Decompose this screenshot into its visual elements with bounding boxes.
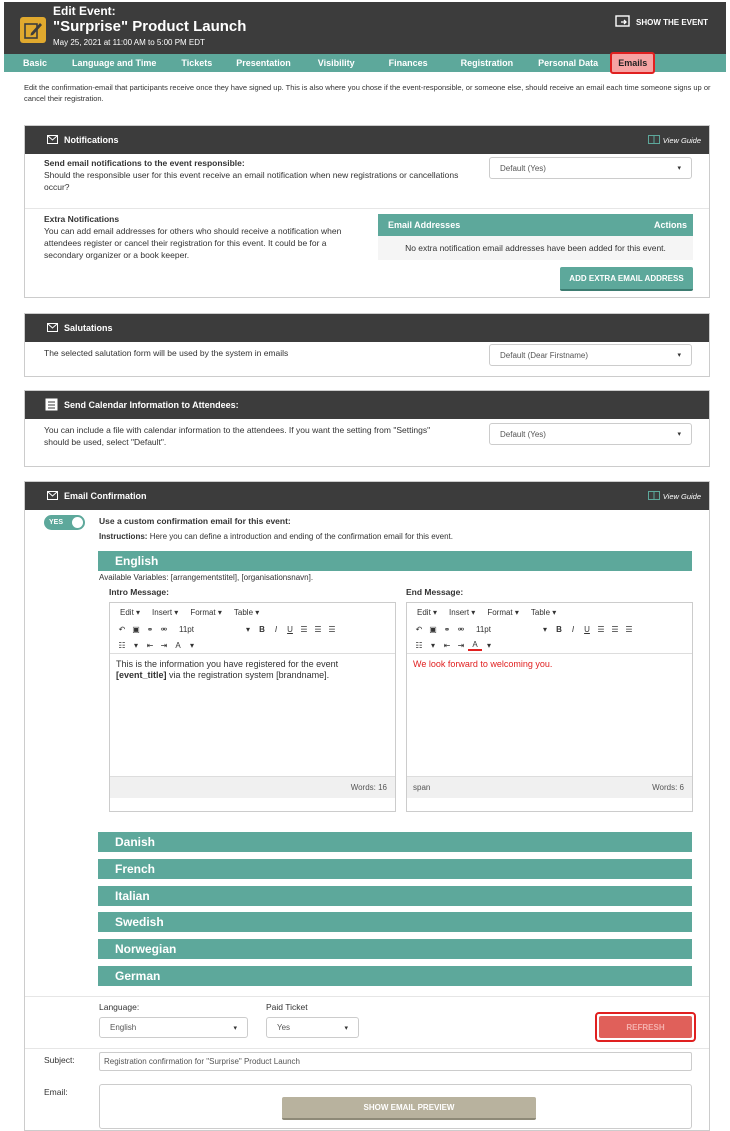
calendar-desc: You can include a file with calendar information to the attendees. If you want the setting from "Settings" should be used, select "Default". (44, 425, 431, 447)
intro-word-count: Words: 16 (350, 783, 387, 792)
view-guide-label: View Guide (662, 136, 701, 145)
custom-email-toggle[interactable] (44, 515, 85, 530)
link-icon[interactable]: ⚭ (443, 624, 451, 634)
show-email-preview-button[interactable]: SHOW EMAIL PREVIEW (282, 1097, 536, 1120)
refresh-highlight (595, 1012, 696, 1042)
editor-menubar (407, 603, 692, 621)
chevron-down-icon[interactable]: ▾ (133, 640, 138, 650)
language-label: Language: (99, 1002, 140, 1012)
editor-toolbar-1 (110, 621, 395, 637)
send-notify-desc: Should the responsible user for this event receive an email notification when new registrations or cancellations occur? (44, 170, 459, 192)
paid-ticket-label: Paid Ticket (266, 1002, 308, 1012)
col-email-addresses: Email Addresses (388, 220, 461, 230)
font-size-select[interactable] (468, 625, 538, 634)
menu-insert[interactable]: Insert ▾ (449, 607, 476, 617)
unlink-icon[interactable]: ⚮ (457, 624, 465, 634)
view-guide-label: View Guide (662, 492, 701, 501)
calendar-value: Default (Yes) (500, 429, 546, 439)
lang-section-norwegian[interactable]: Norwegian (98, 939, 692, 959)
align-right-icon[interactable]: ☰ (328, 624, 336, 634)
end-message-editor (406, 602, 693, 812)
bold-icon[interactable]: B (259, 624, 265, 634)
menu-format-label: Format (487, 607, 513, 617)
menu-edit[interactable]: Edit ▾ (417, 607, 438, 617)
col-actions: Actions (653, 220, 687, 230)
underline-icon[interactable]: U (287, 624, 293, 634)
paid-ticket-select[interactable] (266, 1017, 359, 1038)
italic-icon[interactable]: I (571, 624, 575, 634)
view-guide-link[interactable] (648, 135, 701, 146)
envelope-icon (47, 135, 58, 146)
menu-format-label: Format (190, 607, 216, 617)
intro-text-2: via the registration system [brandname]. (169, 670, 330, 680)
envelope-icon (47, 491, 58, 502)
chevron-down-icon: ▾ (677, 165, 681, 172)
menu-edit-label: Edit (120, 607, 134, 617)
calendar-select[interactable] (489, 423, 692, 445)
unlink-icon[interactable]: ⚮ (160, 624, 168, 634)
editor-toolbar-2 (407, 637, 692, 653)
lang-section-italian[interactable]: Italian (98, 886, 692, 906)
font-size-select[interactable] (171, 625, 241, 634)
external-link-icon (615, 15, 631, 29)
tab-presentation[interactable]: Presentation (236, 58, 291, 68)
lang-section-french[interactable]: French (98, 859, 692, 879)
menu-insert-label: Insert (152, 607, 173, 617)
bullet-list-icon[interactable]: ☷ (415, 640, 423, 650)
show-event-button[interactable] (615, 15, 708, 29)
show-event-label: SHOW THE EVENT (635, 17, 708, 27)
refresh-button[interactable]: REFRESH (599, 1016, 692, 1038)
divider (25, 996, 709, 997)
undo-icon[interactable]: ↶ (415, 624, 423, 634)
view-guide-link[interactable] (648, 491, 701, 502)
tab-basic[interactable]: Basic (23, 58, 48, 68)
salutations-value: Default (Dear Firstname) (500, 350, 589, 360)
send-notify-title: Send email notifications to the event responsible: (44, 158, 245, 168)
calendar-header (25, 391, 709, 419)
tab-bar (4, 54, 726, 72)
book-icon (648, 491, 660, 502)
end-message-body[interactable] (407, 653, 692, 776)
salutations-header (25, 314, 709, 342)
lang-section-danish[interactable]: Danish (98, 832, 692, 852)
edit-icon (20, 17, 46, 43)
instructions-text: Here you can define a introduction and ending of the confirmation email for this event. (149, 532, 453, 541)
align-left-icon[interactable]: ☰ (597, 624, 605, 634)
extra-notify-desc: You can add email addresses for others who should receive a notification when attendees register or cancel their registration for this event. It could be for a secondary organizer or a book keeper. (44, 226, 342, 260)
menu-insert-label: Insert (449, 607, 470, 617)
intro-text-1: This is the information you have registered for the event (116, 659, 339, 669)
page-intro: Edit the confirmation-email that participants receive once they have signed up. This is also where you chose if the event-responsible, or someone else, should receive an email each time someone signs up or cancel their registration. (24, 83, 711, 103)
menu-table-label: Table (530, 607, 551, 617)
add-extra-email-button[interactable]: ADD EXTRA EMAIL ADDRESS (560, 267, 693, 291)
intro-editor-footer (110, 776, 395, 798)
chevron-down-icon: ▾ (344, 1024, 348, 1032)
divider (25, 208, 709, 209)
calendar-icon (45, 397, 58, 413)
chevron-down-icon[interactable]: ▾ (542, 624, 547, 634)
tab-emails[interactable]: Emails (610, 52, 655, 74)
book-icon (648, 135, 660, 146)
send-notify-select[interactable] (489, 157, 692, 179)
end-path: span (413, 783, 431, 792)
salutations-select[interactable] (489, 344, 692, 366)
toggle-knob (72, 517, 83, 528)
event-date: May 25, 2021 at 11:00 AM to 5:00 PM EDT (53, 38, 205, 47)
toggle-label: YES (49, 519, 64, 526)
tab-tickets[interactable]: Tickets (181, 58, 213, 68)
confirmation-header (25, 482, 709, 510)
available-variables: Available Variables: [arrangementstitel], [organisationsnavn]. (99, 573, 314, 582)
outdent-icon[interactable]: ⇤ (443, 640, 451, 650)
header-title: Edit Event: (53, 4, 116, 18)
confirmation-title: Email Confirmation (64, 491, 147, 501)
notifications-header (25, 126, 709, 154)
preview-language-value: English (110, 1023, 137, 1032)
tab-registration[interactable]: Registration (460, 58, 514, 68)
tab-finances[interactable]: Finances (388, 58, 428, 68)
align-left-icon[interactable]: ☰ (300, 624, 308, 634)
intro-text-var: [event_title] (116, 670, 167, 680)
align-right-icon[interactable]: ☰ (625, 624, 633, 634)
link-icon[interactable]: ⚭ (146, 624, 154, 634)
menu-table[interactable]: Table ▾ (233, 607, 260, 617)
extra-notify-block (44, 213, 364, 261)
event-header (4, 2, 726, 54)
tab-language-and-time[interactable]: Language and Time (72, 58, 157, 68)
end-editor-footer (407, 776, 692, 798)
lang-section-english[interactable]: English (98, 551, 692, 571)
salutations-desc: The selected salutation form will be used by the system in emails (44, 348, 289, 358)
event-name: "Surprise" Product Launch (53, 18, 247, 35)
menu-insert[interactable]: Insert ▾ (152, 607, 179, 617)
end-word-count: Words: 6 (652, 783, 684, 792)
text-color-icon[interactable]: A (468, 640, 482, 651)
email-label: Email: (44, 1087, 68, 1097)
end-text: We look forward to welcoming you. (413, 659, 553, 669)
undo-icon[interactable]: ↶ (118, 624, 126, 634)
underline-icon[interactable]: U (584, 624, 590, 634)
lang-section-german[interactable]: German (98, 966, 692, 986)
extra-emails-table-header (378, 214, 693, 236)
chevron-down-icon[interactable]: ▾ (486, 640, 491, 650)
preview-language-select[interactable] (99, 1017, 248, 1038)
editor-toolbar-1 (407, 621, 692, 637)
envelope-icon (47, 323, 58, 334)
divider (25, 1048, 709, 1049)
subject-label: Subject: (44, 1055, 75, 1065)
chevron-down-icon[interactable]: ▾ (430, 640, 435, 650)
chevron-down-icon: ▾ (677, 431, 681, 438)
editor-toolbar-2 (110, 637, 395, 653)
instructions (99, 531, 453, 543)
chevron-down-icon[interactable]: ▾ (189, 640, 194, 650)
custom-email-label-text: Use a custom confirmation email for this event: (99, 516, 291, 526)
instructions-label: Instructions: (99, 532, 148, 541)
paid-ticket-value: Yes (277, 1023, 291, 1032)
salutations-title: Salutations (64, 323, 113, 333)
text-color-icon[interactable]: A (175, 640, 181, 650)
align-center-icon[interactable]: ☰ (611, 624, 619, 634)
chevron-down-icon: ▾ (233, 1024, 237, 1032)
menu-edit[interactable]: Edit ▾ (120, 607, 141, 617)
editor-menubar (110, 603, 395, 621)
image-icon[interactable]: ▣ (132, 624, 140, 634)
subject-input[interactable]: Registration confirmation for "Surprise" Product Launch (99, 1052, 692, 1071)
indent-icon[interactable]: ⇥ (457, 640, 465, 650)
outdent-icon[interactable]: ⇤ (146, 640, 154, 650)
menu-table-label: Table (233, 607, 254, 617)
send-notify-block (44, 157, 464, 193)
calendar-title: Send Calendar Information to Attendees: (64, 400, 239, 410)
menu-table[interactable]: Table ▾ (530, 607, 557, 617)
lang-section-swedish[interactable]: Swedish (98, 912, 692, 932)
menu-format[interactable]: Format ▾ (190, 607, 222, 617)
align-center-icon[interactable]: ☰ (314, 624, 322, 634)
chevron-down-icon[interactable]: ▾ (245, 624, 250, 634)
extra-emails-empty: No extra notification email addresses have been added for this event. (378, 236, 693, 260)
chevron-down-icon: ▾ (677, 352, 681, 359)
bullet-list-icon[interactable]: ☷ (118, 640, 126, 650)
intro-message-label: Intro Message: (109, 587, 169, 597)
intro-message-editor (109, 602, 396, 812)
notifications-title: Notifications (64, 135, 119, 145)
bold-icon[interactable]: B (556, 624, 562, 634)
intro-message-body[interactable] (110, 653, 395, 776)
menu-format[interactable]: Format ▾ (487, 607, 519, 617)
send-notify-value: Default (Yes) (500, 163, 546, 173)
menu-edit-label: Edit (417, 607, 431, 617)
italic-icon[interactable]: I (274, 624, 278, 634)
tab-visibility[interactable]: Visibility (317, 58, 355, 68)
image-icon[interactable]: ▣ (429, 624, 437, 634)
indent-icon[interactable]: ⇥ (160, 640, 168, 650)
custom-email-label (99, 515, 291, 527)
extra-notify-title: Extra Notifications (44, 214, 120, 224)
tab-personal-data[interactable]: Personal Data (538, 58, 599, 68)
end-message-label: End Message: (406, 587, 464, 597)
font-size-value: 11pt (179, 624, 194, 634)
font-size-value: 11pt (476, 624, 491, 634)
